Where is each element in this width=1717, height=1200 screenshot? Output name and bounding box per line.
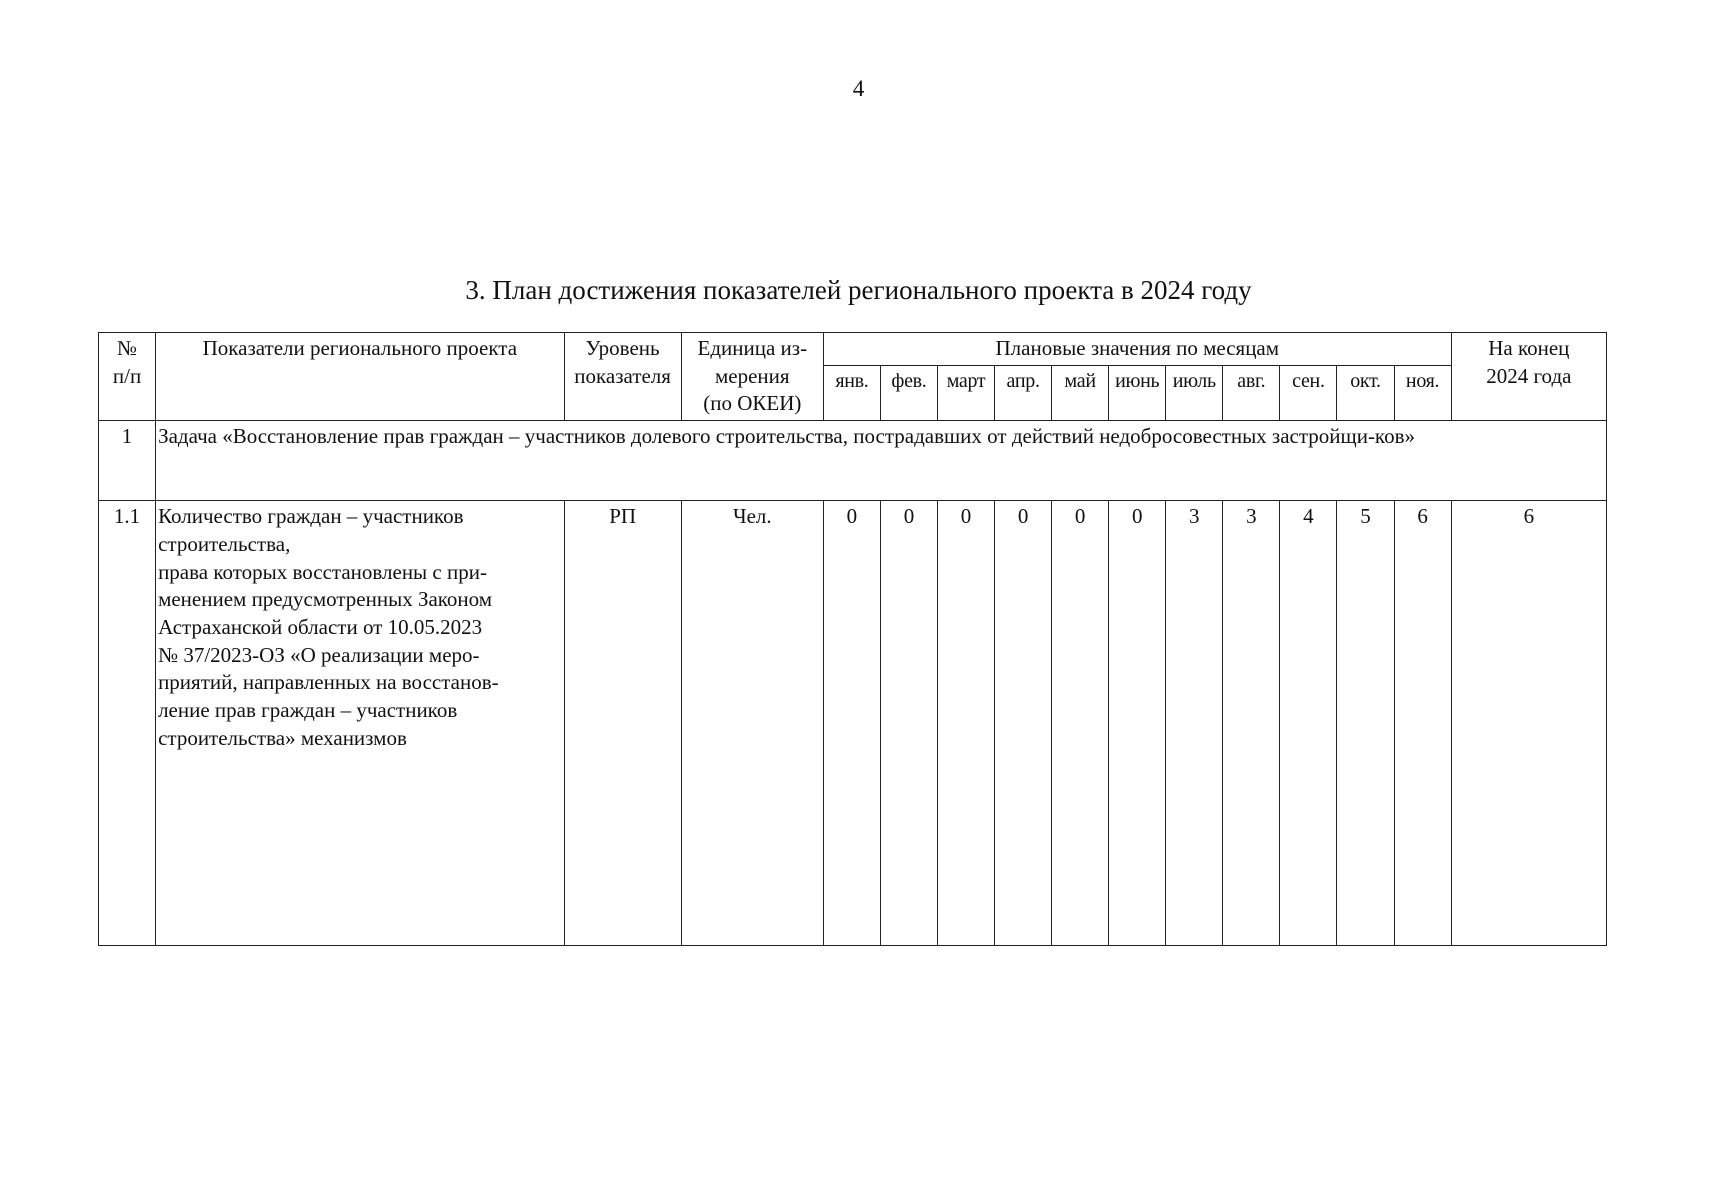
month-header: фев. [880,365,937,420]
month-value: 4 [1280,501,1337,946]
plan-table [98,332,1607,946]
header-level [564,333,681,421]
task-row [99,421,1607,501]
table-row [99,501,1607,946]
indicator-year-end: 6 [1451,501,1606,946]
header-year-end-label: На конец 2024 года [1486,336,1572,388]
month-header: май [1052,365,1109,420]
month-header: сен. [1280,365,1337,420]
table-header-row [99,333,1607,366]
month-header: окт. [1337,365,1394,420]
month-header: июль [1166,365,1223,420]
indicator-text [156,501,565,946]
month-header: янв. [823,365,880,420]
month-header: апр. [995,365,1052,420]
header-num [99,333,156,421]
month-value: 0 [823,501,880,946]
indicator-num: 1.1 [99,501,156,946]
page-title: 3. План достижения показателей регионального проекта в 2024 году [465,275,1252,305]
month-value: 0 [880,501,937,946]
month-value: 6 [1394,501,1451,946]
header-year-end [1451,333,1606,421]
indicator-level: РП [564,501,681,946]
month-value: 3 [1223,501,1280,946]
header-unit-label: Единица из- мерения (по ОКЕИ) [697,336,808,416]
month-value: 0 [938,501,995,946]
page-number: 4 [852,76,865,101]
month-header: ноя. [1394,365,1451,420]
indicator-unit: Чел. [681,501,823,946]
header-level-label: Уровень показателя [574,336,671,388]
task-text: Задача «Восстановление прав граждан – участников долевого строительства, пострадавших от действий недобросовестных застройщи-ков» [156,421,1607,501]
month-value: 5 [1337,501,1394,946]
header-unit [681,333,823,421]
header-num-label: № п/п [112,336,142,388]
task-num: 1 [99,421,156,501]
month-header: авг. [1223,365,1280,420]
month-value: 0 [1109,501,1166,946]
month-value: 0 [995,501,1052,946]
header-indicators: Показатели регионального проекта [156,333,565,421]
indicator-text-content: Количество граждан – участников строительства, права которых восстановлены с при- менением предусмотренных Законом Астраханской области от 10.05.2023 № 37/2023-ОЗ «О реализации меро- приятий, направленных на восстанов- ление прав граждан – участников строительства» механизмов [158,504,499,750]
month-value: 3 [1166,501,1223,946]
month-header: июнь [1109,365,1166,420]
month-value: 0 [1052,501,1109,946]
header-monthly: Плановые значения по месяцам [823,333,1451,366]
month-header: март [938,365,995,420]
